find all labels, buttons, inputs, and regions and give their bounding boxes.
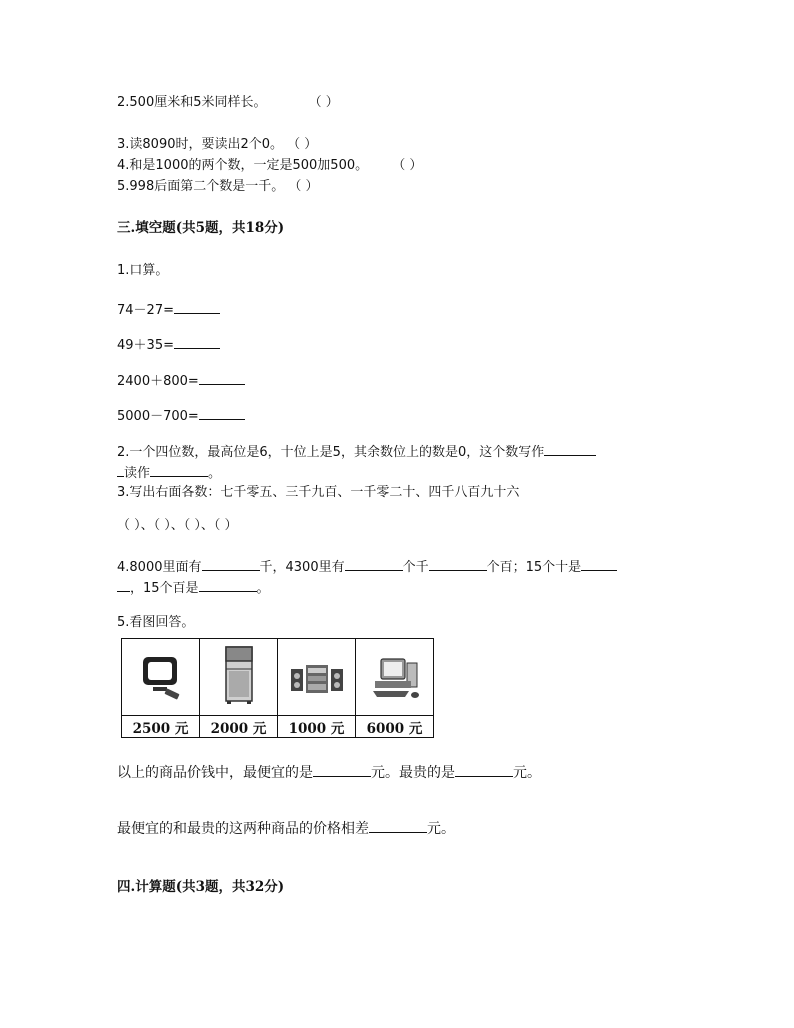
fill-question-5-answer-1 [117,762,541,782]
answer-blank[interactable] [199,405,245,420]
answer-paren[interactable]: （ ） [287,137,318,152]
fill-question-3-answers[interactable]: （ ）、（ ）、（ ）、（ ） [117,518,238,533]
question-3 [117,136,317,154]
fill-question-5-answer-2 [117,818,455,838]
calc-item [117,299,220,320]
question-2-text: 2.500厘米和5米同样长。 [117,95,267,110]
product-price: 1000 元 [278,716,356,738]
calc-expression: 49＋35= [117,338,174,353]
question-text: 千，4300里有 [259,560,345,575]
answer-blank[interactable] [345,556,403,571]
calc-expression: 74－27= [117,303,174,318]
question-text: 元。 [427,821,455,837]
answer-blank[interactable] [544,441,596,456]
question-2 [117,94,339,112]
answer-blank[interactable] [313,762,371,777]
question-text: 。 [256,581,270,596]
fill-question-4-line-2 [117,577,270,598]
question-text: 。 [208,466,222,481]
question-text: 个千 [402,560,429,575]
question-text: 最便宜的和最贵的这两种商品的价格相差 [117,821,369,837]
question-5 [117,178,319,196]
answer-blank[interactable] [150,462,208,477]
fill-question-2-line-1 [117,441,596,462]
question-text: 读作 [124,466,151,481]
product-image-row [122,639,434,716]
section-3-heading: 三.填空题(共5题，共18分) [117,220,285,236]
answer-blank[interactable] [455,762,513,777]
product-price: 2500 元 [122,716,200,738]
question-text: ，15个百是 [130,581,199,596]
answer-blank[interactable] [117,462,124,477]
question-text: 以上的商品价钱中，最便宜的是 [117,765,313,781]
fill-question-4-line-1 [117,556,617,577]
question-4-text: 4.和是1000的两个数，一定是500加500。 [117,158,369,173]
product-price: 2000 元 [200,716,278,738]
calc-expression: 5000－700= [117,409,199,424]
answer-blank[interactable] [369,818,427,833]
fill-question-3-line-1: 3.写出右面各数：七千零五、三千九百、一千零二十、四千八百九十六 [117,485,520,500]
product-price: 6000 元 [356,716,434,738]
product-stereo-cell [278,639,356,716]
question-text: 2.一个四位数，最高位是6，十位上是5，其余数位上的数是0，这个数写作 [117,445,545,460]
section-4-heading: 四.计算题(共3题，共32分) [117,879,285,895]
fill-question-2-line-2 [117,462,221,483]
question-text: 个百；15个十是 [486,560,582,575]
question-4 [117,157,422,175]
answer-blank[interactable] [202,556,260,571]
answer-blank[interactable] [199,577,257,592]
calc-expression: 2400＋800= [117,374,199,389]
product-price-row [122,716,434,738]
fill-question-1-title: 1.口算。 [117,263,169,278]
computer-icon [363,645,427,705]
answer-blank[interactable] [117,577,130,592]
question-text: 元。最贵的是 [371,765,455,781]
answer-blank[interactable] [174,299,220,314]
product-tv-cell [122,639,200,716]
question-text: 4.8000里面有 [117,560,202,575]
product-price-table [121,638,434,738]
stereo-icon [285,645,349,705]
product-refrigerator-cell [200,639,278,716]
answer-blank[interactable] [429,556,487,571]
question-3-text: 3.读8090时，要读出2个0。 [117,137,284,152]
question-5-text: 5.998后面第二个数是一千。 [117,179,285,194]
answer-paren[interactable]: （ ） [288,179,319,194]
calc-item [117,370,245,391]
tv-icon [131,645,191,705]
product-computer-cell [356,639,434,716]
answer-paren[interactable]: （ ） [308,95,339,110]
fill-question-5-title: 5.看图回答。 [117,615,195,630]
calc-item [117,405,245,426]
question-text: 元。 [513,765,541,781]
answer-blank[interactable] [199,370,245,385]
answer-blank[interactable] [581,556,617,571]
calc-item [117,334,220,355]
answer-paren[interactable]: （ ） [392,158,423,173]
refrigerator-icon [209,643,269,707]
answer-blank[interactable] [174,334,220,349]
